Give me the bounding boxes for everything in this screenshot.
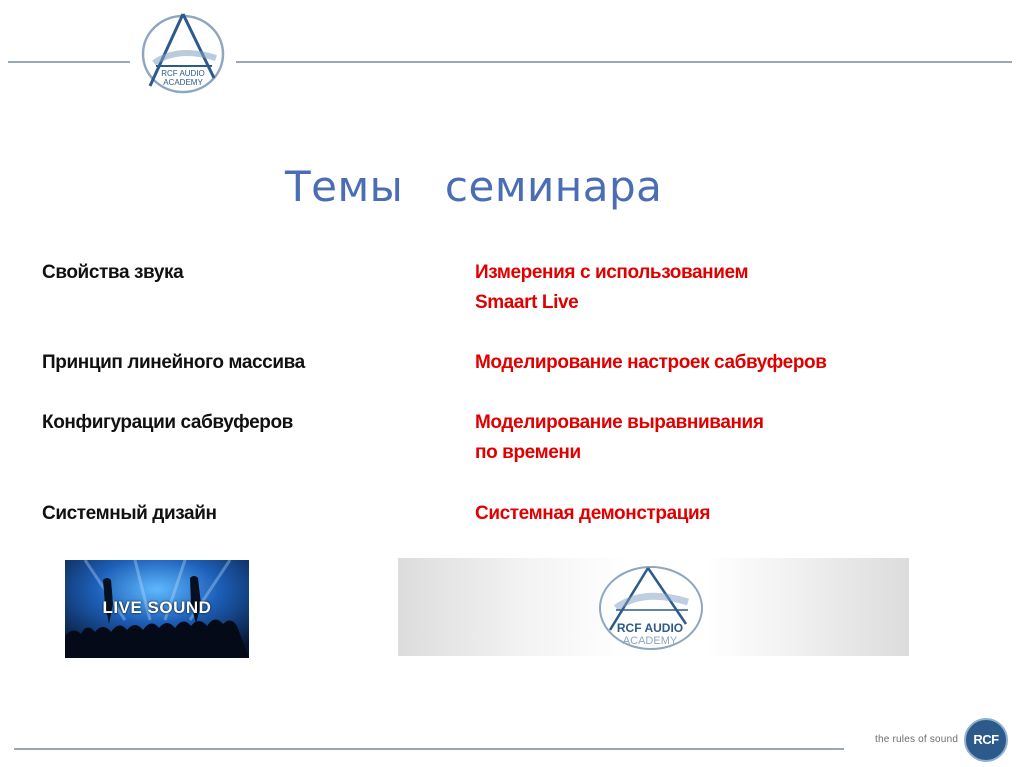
footer-rule: [14, 748, 844, 750]
header-rule-left: [8, 61, 130, 63]
topic-right-1-line2: Smaart Live: [475, 292, 579, 313]
live-sound-image: [65, 560, 249, 658]
topic-right-3: [475, 408, 764, 468]
topic-right-3-line1: Моделирование выравнивания: [475, 412, 764, 433]
svg-text:ACADEMY: ACADEMY: [163, 78, 203, 87]
topic-left-3-text: Конфигурации сабвуферов: [42, 412, 293, 433]
topic-left-2-text: Принцип линейного массива: [42, 352, 305, 373]
slide-title: Темы семинара: [285, 162, 663, 211]
topic-right-2-line1: Моделирование настроек сабвуферов: [475, 352, 827, 373]
topic-left-4-text: Системный дизайн: [42, 503, 217, 524]
live-sound-label: LIVE SOUND: [102, 598, 212, 617]
topic-right-4-line1: Системная демонстрация: [475, 503, 711, 524]
svg-text:RCF AUDIO: RCF AUDIO: [161, 69, 205, 78]
rcf-audio-academy-logo: [138, 8, 228, 96]
topic-right-4: [475, 499, 710, 529]
rcf-logo-badge: RCF: [964, 718, 1008, 762]
footer-tagline: the rules of sound: [875, 734, 959, 745]
topic-left-1: [42, 258, 183, 288]
header-rule-right: [236, 61, 1012, 63]
topic-left-1-text: Свойства звука: [42, 262, 184, 283]
svg-text:RCF AUDIO: RCF AUDIO: [616, 621, 684, 635]
rcf-academy-banner: [398, 558, 909, 656]
topic-left-2: [42, 348, 305, 378]
topic-right-1-line1: Измерения с использованием: [475, 262, 749, 283]
svg-text:ACADEMY: ACADEMY: [622, 635, 678, 647]
topic-right-1: [475, 258, 748, 318]
topic-left-4: [42, 499, 217, 529]
topic-right-3-line2: по времени: [475, 442, 581, 463]
topic-left-3: [42, 408, 293, 438]
topic-right-2: [475, 348, 827, 378]
